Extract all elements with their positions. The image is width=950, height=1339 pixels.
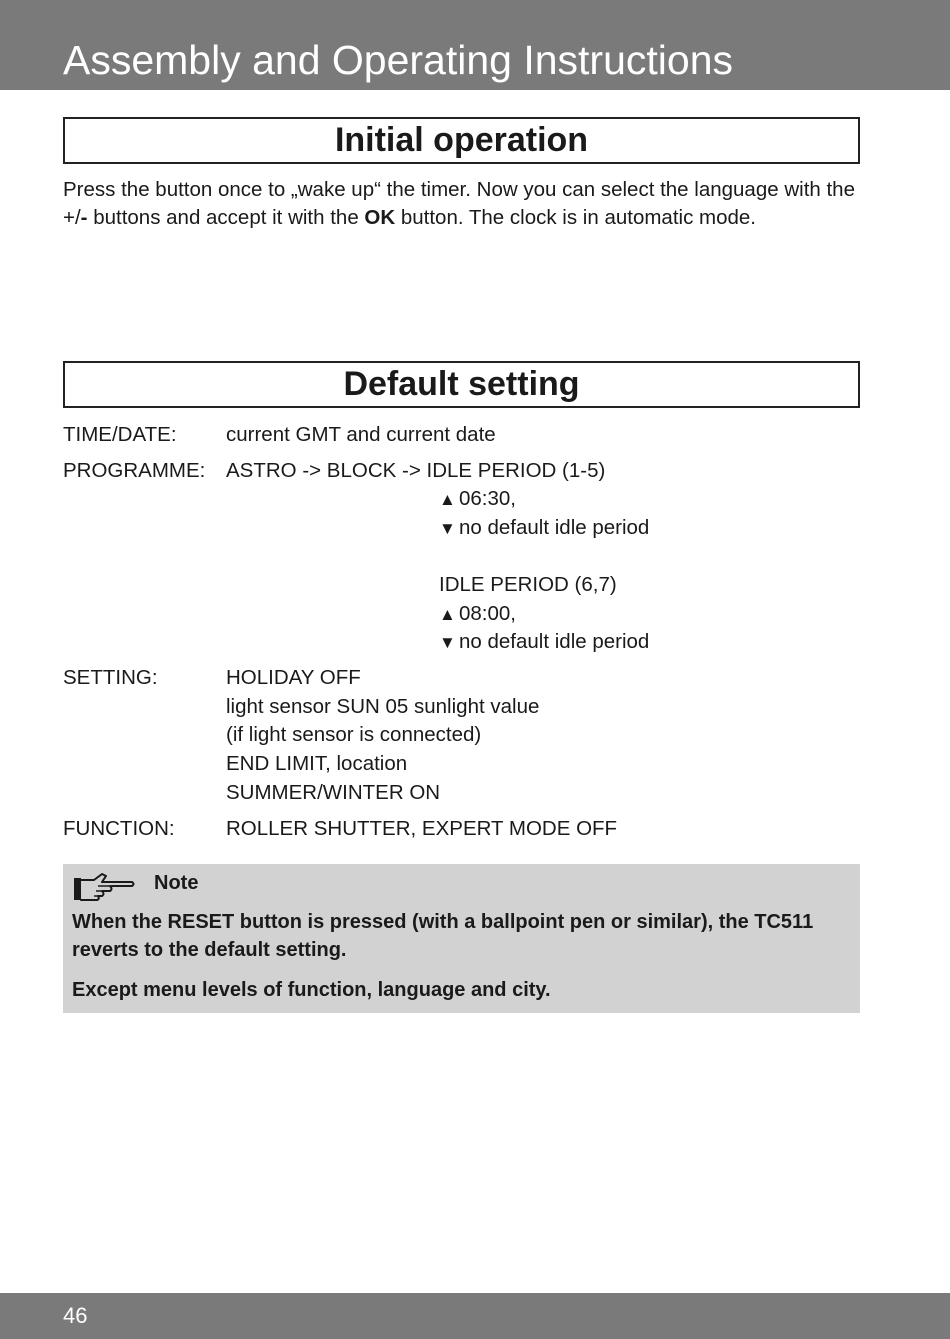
triangle-down-icon: ▼	[439, 633, 456, 653]
page-header-title: Assembly and Operating Instructions	[63, 37, 733, 83]
block2-up-time: 08:00,	[459, 601, 516, 625]
note-box	[63, 864, 860, 1013]
programme-idle-block-6-7	[439, 571, 649, 657]
programme-value: ASTRO -> BLOCK -> IDLE PERIOD (1-5)	[226, 459, 606, 482]
block1-up-time: 06:30,	[459, 487, 516, 510]
programme-label: PROGRAMME:	[63, 459, 206, 482]
function-label: FUNCTION:	[63, 817, 175, 840]
triangle-up-icon: ▲	[439, 490, 456, 509]
note-exception-text: Except menu levels of function, language and city.	[72, 979, 551, 1001]
triangle-down-icon: ▼	[439, 518, 456, 538]
intro-text-part1: Press the button once to „wake up“ the timer. Now you can select the language with the +/	[63, 178, 855, 229]
setting-line: END LIMIT, location	[226, 752, 408, 776]
programme-idle-block-1-5	[439, 485, 649, 542]
setting-line: light sensor SUN 05 sunlight value	[226, 694, 540, 718]
page-number: 46	[63, 1303, 88, 1328]
setting-line: HOLIDAY OFF	[226, 666, 361, 689]
triangle-up-icon: ▲	[439, 604, 456, 624]
setting-label: SETTING:	[63, 666, 158, 689]
intro-text-part2: buttons and accept it with the	[87, 205, 365, 229]
setting-line: SUMMER/WINTER ON	[226, 780, 441, 804]
page-footer-band	[0, 1293, 950, 1339]
block2-up-line	[439, 600, 649, 629]
setting-line: (if light sensor is connected)	[226, 723, 482, 747]
block2-down-line	[439, 628, 649, 657]
block1-down-line	[439, 514, 649, 543]
setting-values	[226, 664, 539, 807]
ok-button-reference: OK	[364, 205, 396, 229]
initial-operation-heading: Initial operation	[63, 117, 860, 164]
pointing-hand-icon	[72, 870, 136, 904]
time-date-label: TIME/DATE:	[63, 423, 177, 446]
note-title: Note	[154, 872, 199, 894]
default-setting-heading: Default setting	[63, 361, 860, 408]
block2-title: IDLE PERIOD (6,7)	[439, 573, 617, 596]
block1-down-text: no default idle period	[459, 515, 650, 539]
note-reset-text: When the RESET button is pressed (with a ballpoint pen or similar), the TC511 reverts to the default setting.	[72, 911, 814, 961]
block1-up-line	[439, 485, 649, 514]
intro-text-part3: button. The clock is in automatic mode.	[395, 205, 757, 229]
intro-text-minus: -	[80, 205, 88, 229]
block2-down-text: no default idle period	[459, 630, 650, 654]
function-value: ROLLER SHUTTER, EXPERT MODE OFF	[226, 817, 618, 840]
time-date-value: current GMT and current date	[226, 423, 496, 446]
initial-operation-text	[63, 176, 863, 231]
page-header-band	[0, 0, 950, 90]
